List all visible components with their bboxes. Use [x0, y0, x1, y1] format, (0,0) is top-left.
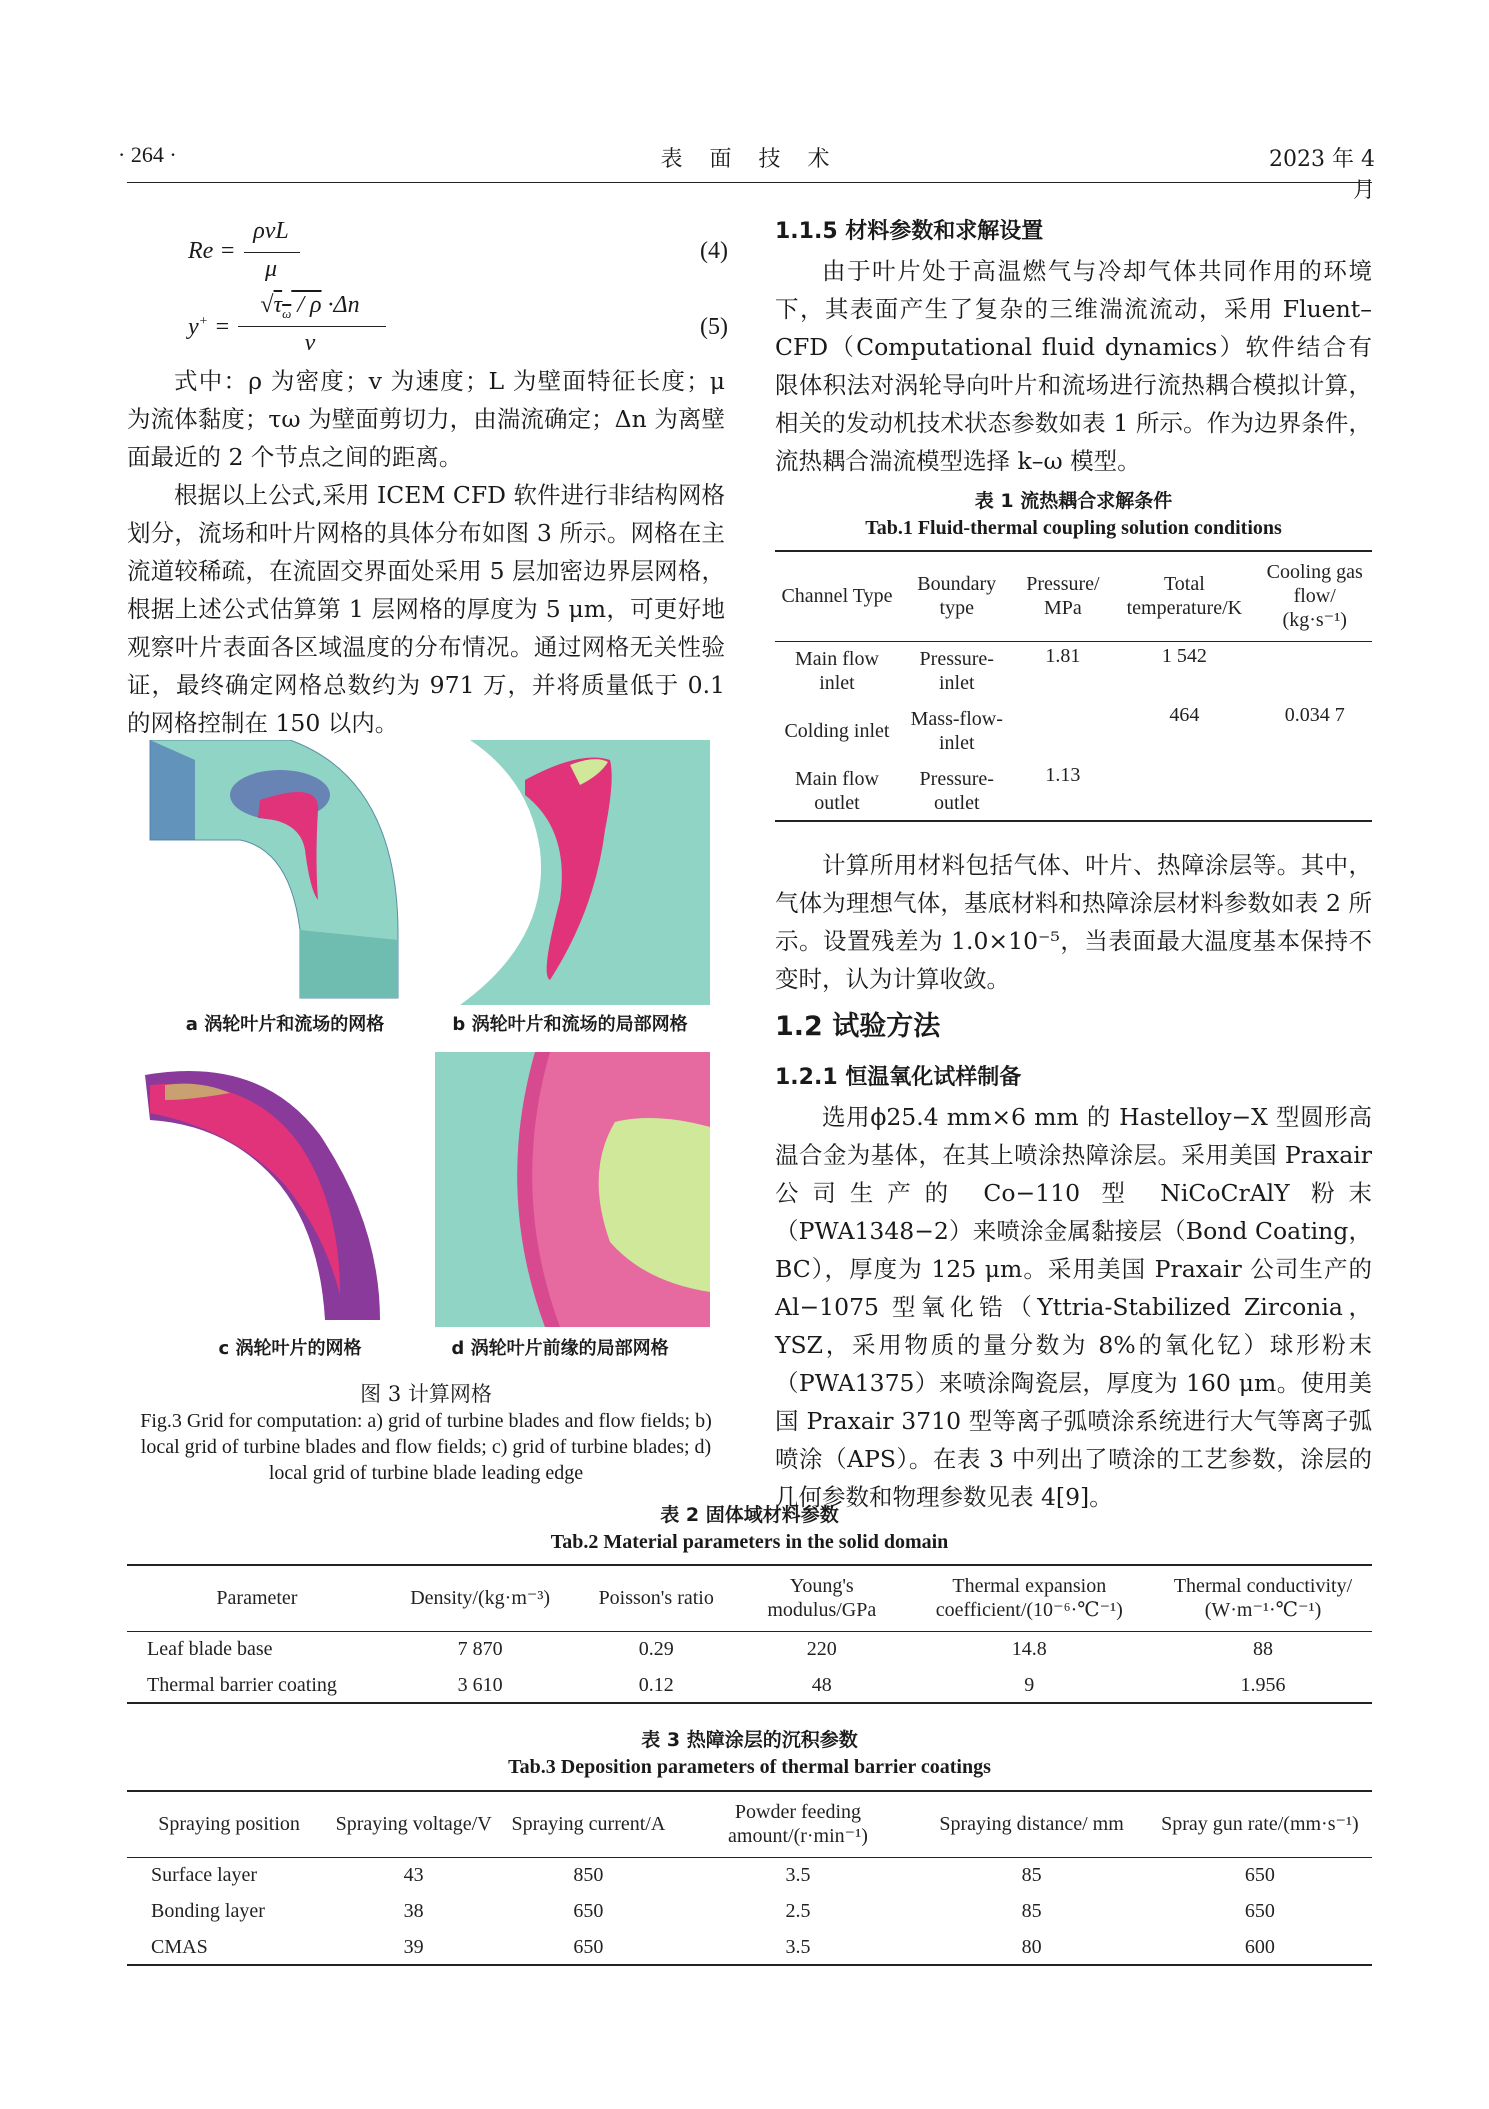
table-row	[775, 701, 1372, 761]
page-number: · 264 ·	[118, 142, 177, 167]
header-rule	[127, 182, 1372, 183]
table-2-header: Density/(kg·m⁻³)	[410, 1587, 551, 1610]
table-1-title-en: Tab.1 Fluid-thermal coupling solution conditions	[865, 517, 1282, 539]
table-cell: 43	[403, 1864, 424, 1887]
table-cell: 650	[573, 1900, 604, 1922]
table-row	[127, 1893, 1372, 1929]
section-1-2-1: 1.2.1 恒温氧化试样制备	[775, 1065, 1022, 1090]
table-cell: 2.5	[785, 1900, 811, 1922]
table-cell: 3 610	[457, 1673, 503, 1696]
table-cell	[1015, 701, 1112, 761]
equation-4: Re = ρvL μ (4)	[188, 218, 728, 282]
table-cell: 220	[806, 1638, 837, 1661]
table-cell: Colding inlet	[784, 720, 890, 742]
table-3-header: Spraying current/A	[511, 1813, 666, 1836]
section-1-2: 1.2 试验方法	[775, 1011, 941, 1042]
paragraph-mesh: 根据以上公式,采用 ICEM CFD 软件进行非结构网格划分，流场和叶片网格的具体分布如图 3 所示。网格在主流道较稀疏，在流固交界面处采用 5 层加密边界层网格，根据上述公式估算第 1 层网格的厚度为 5 μm，可更好地观察叶片表面各区域温度的分布情况。通过网格无关性验证，最终确定网格总数约为 971 万，并将质量低于 0.1 的网格控制在 150 以内。	[127, 481, 725, 737]
table-3-header: Spraying voltage/V	[335, 1813, 492, 1836]
table-cell: 0.034 7	[1284, 704, 1345, 726]
table-2-header: Thermal conductivity/ (W·m⁻¹·℃⁻¹)	[1173, 1575, 1353, 1622]
table-cell	[1111, 761, 1257, 821]
table-3-title-en: Tab.3 Deposition parameters of thermal barrier coatings	[508, 1756, 991, 1778]
table-2-title-en: Tab.2 Material parameters in the solid domain	[550, 1531, 949, 1553]
figure-3d-image	[435, 1052, 710, 1327]
table-3-header: Powder feeding amount/(r·min⁻¹)	[728, 1801, 868, 1848]
table-1-header: Channel Type	[781, 585, 893, 608]
figure-3b-image	[430, 740, 710, 1005]
figure-3b-caption: b 涡轮叶片和流场的局部网格	[452, 1014, 688, 1035]
table-cell: 48	[811, 1673, 832, 1696]
journal-title: 表 面 技 术	[660, 147, 840, 172]
table-3-header: Spray gun rate/(mm·s⁻¹)	[1161, 1813, 1359, 1836]
figure-3a-image	[140, 740, 410, 1000]
paragraph-sample-prep: 选用ϕ25.4 mm×6 mm 的 Hastelloy−X 型圆形高温合金为基体，在其上喷涂热障涂层。采用美国 Praxair 公司生产的 Co−110 型 NiCoCrAlY 粉末（PWA1348−2）来喷涂金属黏接层（Bond Coating，BC），厚度为 125 μm。采用美国 Praxair 公司生产的 Al−1075 型氧化锆（Yttria-Stabilized Zirconia，YSZ，采用物质的量分数为 8%的氧化钇）球形粉末（PWA1375）来喷涂陶瓷层，厚度为 160 μm。使用美国 Praxair 3710 型等离子弧喷涂系统进行大气等离子弧喷涂（APS）。在表 3 中列出了喷涂的工艺参数，涂层的几何参数和物理参数见表 4[9]。	[775, 1103, 1372, 1511]
table-cell: Pressure-outlet	[919, 767, 994, 814]
table-2-header: Poisson's ratio	[598, 1587, 714, 1610]
table-cell: 600	[1244, 1935, 1275, 1958]
table-cell: 850	[573, 1864, 604, 1887]
table-cell: 0.12	[638, 1673, 674, 1696]
table-row	[127, 1631, 1372, 1667]
table-row	[127, 1929, 1372, 1965]
equation-4-number: (4)	[700, 238, 728, 264]
table-cell: Main flow outlet	[795, 767, 879, 814]
table-cell: 88	[1252, 1638, 1273, 1661]
table-cell: 85	[1021, 1864, 1042, 1887]
table-cell: Surface layer	[151, 1864, 258, 1887]
figure-3c-caption: c 涡轮叶片的网格	[218, 1338, 362, 1359]
table-1-header: Total temperature/K	[1126, 573, 1243, 620]
equation-5: y+ = $√\tau_\omega / \rho \cdot\Delta n$ v (5)	[188, 292, 728, 356]
paragraph-materials: 计算所用材料包括气体、叶片、热障涂层等。其中，气体为理想气体，基底材料和热障涂层材料参数如表 2 所示。设置残差为 1.0×10⁻⁵，当表面最大温度基本保持不变时，认为计算收敛。	[775, 851, 1372, 993]
table-cell: 0.29	[638, 1638, 674, 1661]
table-cell: 650	[573, 1935, 604, 1958]
table-1-title: 表 1 流热耦合求解条件	[974, 490, 1173, 512]
table-cell	[1257, 641, 1372, 701]
figure-3-title-en: Fig.3 Grid for computation: a) grid of turbine blades and flow fields; b) local grid of turbine blades and flow fields; c) grid of turbine blades; d) local grid of turbine blade leading edge	[140, 1410, 712, 1484]
paragraph-solver: 由于叶片处于高温燃气与冷却气体共同作用的环境下，其表面产生了复杂的三维湍流流动，采用 Fluent–CFD（Computational fluid dynamics）软件结合有限体积法对涡轮导向叶片和流场进行流热耦合模拟计算，相关的发动机技术状态参数如表 1 所示。作为边界条件，流热耦合湍流模型选择 k–ω 模型。	[775, 257, 1372, 475]
table-cell: 1.13	[1045, 764, 1081, 786]
figure-3d-caption: d 涡轮叶片前缘的局部网格	[451, 1338, 669, 1359]
table-cell: 3.5	[785, 1864, 811, 1887]
figure-3a-caption: a 涡轮叶片和流场的网格	[185, 1014, 385, 1035]
table-row	[775, 641, 1372, 701]
table-row	[127, 1857, 1372, 1893]
table-cell: CMAS	[151, 1935, 208, 1958]
figure-3-title: 图 3 计算网格	[360, 1382, 492, 1406]
table-cell: 1 542	[1161, 644, 1207, 667]
table-row	[127, 1667, 1372, 1703]
table-cell: 464	[1169, 704, 1200, 726]
table-3	[127, 1790, 1372, 1966]
table-cell: 1.956	[1240, 1673, 1286, 1696]
table-2-header: Young's modulus/GPa	[767, 1575, 877, 1622]
table-1-header: Pressure/ MPa	[1026, 573, 1100, 620]
table-3-header: Spraying position	[158, 1813, 300, 1836]
table-1-header: Cooling gas flow/ (kg·s⁻¹)	[1266, 561, 1363, 632]
table-1	[775, 550, 1372, 822]
table-2-title: 表 2 固体域材料参数	[660, 1504, 839, 1526]
table-cell: Bonding layer	[151, 1900, 265, 1922]
equation-5-number: (5)	[700, 314, 728, 340]
table-cell: 7 870	[457, 1638, 503, 1661]
table-cell: 38	[403, 1900, 424, 1922]
table-cell: 650	[1244, 1864, 1275, 1887]
table-cell: 650	[1244, 1900, 1275, 1922]
table-3-title: 表 3 热障涂层的沉积参数	[641, 1729, 858, 1751]
table-3-header: Spraying distance/ mm	[939, 1813, 1124, 1836]
table-cell: Thermal barrier coating	[147, 1673, 337, 1696]
table-cell: 3.5	[785, 1935, 811, 1958]
table-cell: Main flow inlet	[795, 648, 879, 695]
table-2	[127, 1564, 1372, 1704]
table-cell	[1257, 761, 1372, 821]
table-cell: 85	[1021, 1900, 1042, 1922]
table-cell: 1.81	[1045, 644, 1081, 667]
issue-date: 2023 年 4 月	[1269, 147, 1375, 203]
table-cell: 14.8	[1011, 1638, 1047, 1661]
table-1-header: Boundary type	[917, 573, 997, 620]
table-2-header: Thermal expansion coefficient/(10⁻⁶·℃⁻¹)	[935, 1575, 1123, 1622]
figure-3c-image	[140, 1055, 410, 1325]
paragraph-symbols: 式中：ρ 为密度；v 为速度；L 为壁面特征长度；μ 为流体黏度；τω 为壁面剪切力，由湍流确定；Δn 为离壁面最近的 2 个节点之间的距离。	[127, 367, 725, 471]
table-cell: 39	[403, 1935, 424, 1958]
table-cell: Pressure-inlet	[919, 648, 994, 695]
table-2-header: Parameter	[216, 1587, 298, 1610]
table-cell: 9	[1024, 1673, 1035, 1696]
table-cell: Leaf blade base	[147, 1638, 273, 1661]
table-cell: Mass-flow-inlet	[910, 708, 1003, 754]
section-1-1-5: 1.1.5 材料参数和求解设置	[775, 219, 1044, 244]
table-cell: 80	[1021, 1935, 1042, 1958]
table-row	[775, 761, 1372, 821]
